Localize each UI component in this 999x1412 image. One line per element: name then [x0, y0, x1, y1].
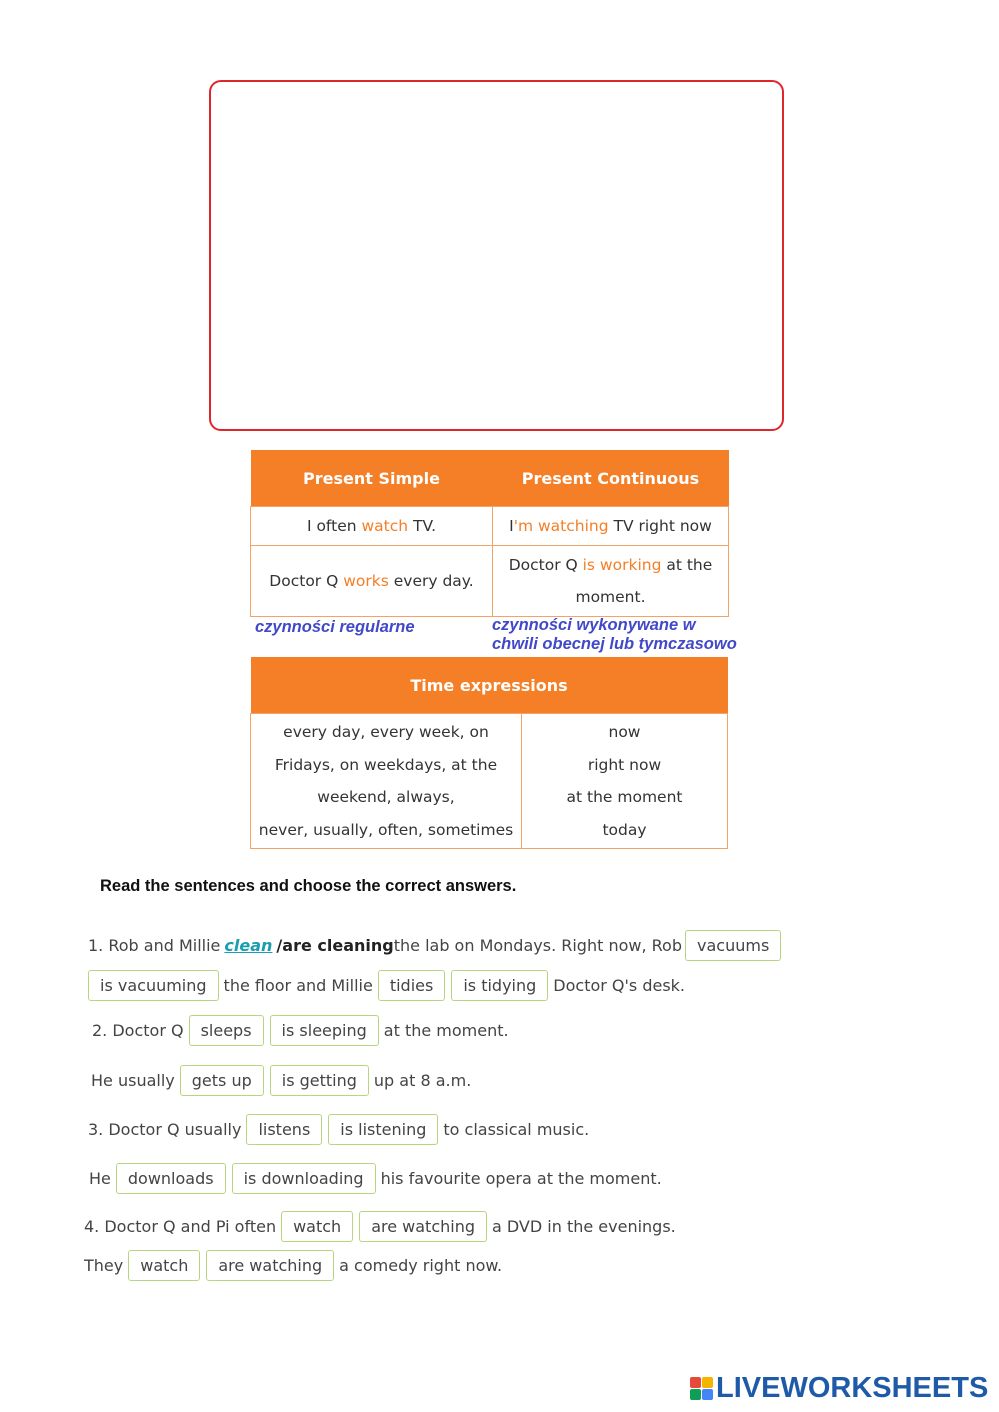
- option-is-vacuuming[interactable]: is vacuuming: [88, 970, 219, 1001]
- option-is-tidying[interactable]: is tidying: [451, 970, 548, 1001]
- logo-squares-icon: [690, 1377, 713, 1400]
- example-continuous-2: Doctor Q is working at the moment.: [493, 546, 729, 617]
- option-vacuums[interactable]: vacuums: [685, 930, 781, 961]
- option-is-getting[interactable]: is getting: [270, 1065, 369, 1096]
- video-frame[interactable]: [209, 80, 784, 431]
- logo-text: LIVEWORKSHEETS: [716, 1372, 989, 1404]
- example-continuous-1: I'm watching TV right now: [493, 507, 729, 546]
- option-downloads[interactable]: downloads: [116, 1163, 226, 1194]
- question-4-line-2: They watch are watching a comedy right now.: [82, 1249, 504, 1281]
- instruction: Read the sentences and choose the correct answers.: [100, 877, 517, 895]
- option-watch-2[interactable]: watch: [128, 1250, 200, 1281]
- note-present-continuous: czynności wykonywane w chwili obecnej lub tymczasowo: [492, 616, 737, 653]
- header-present-simple: Present Simple: [251, 450, 493, 507]
- option-is-sleeping[interactable]: is sleeping: [270, 1015, 379, 1046]
- note-present-simple: czynności regularne: [255, 618, 415, 636]
- option-watch-1[interactable]: watch: [281, 1211, 353, 1242]
- option-are-watching-1[interactable]: are watching: [359, 1211, 487, 1242]
- liveworksheets-logo[interactable]: [690, 1372, 988, 1405]
- option-listens[interactable]: listens: [246, 1114, 322, 1145]
- answer-clean: clean: [224, 935, 273, 955]
- option-sleeps[interactable]: sleeps: [189, 1015, 264, 1046]
- grammar-table: [250, 450, 729, 617]
- question-2-line-2: He usually gets up is getting up at 8 a.m.: [89, 1064, 473, 1096]
- question-3-line-1: 3. Doctor Q usually listens is listening to classical music.: [86, 1113, 591, 1145]
- question-1-line-2: is vacuuming the floor and Millie tidies is tidying Doctor Q's desk.: [85, 969, 687, 1001]
- header-present-continuous: Present Continuous: [493, 450, 729, 507]
- example-simple-1: I often watch TV.: [251, 507, 493, 546]
- time-expressions-simple: every day, every week, on Fridays, on weekdays, at the weekend, always, never, usually, often, sometimes: [251, 714, 522, 849]
- question-4-line-1: 4. Doctor Q and Pi often watch are watching a DVD in the evenings.: [82, 1210, 678, 1242]
- question-1-line-1: 1. Rob and Millie clean / are cleaning the lab on Mondays. Right now, Rob vacuums: [88, 929, 784, 961]
- question-2-line-1: 2. Doctor Q sleeps is sleeping at the moment.: [90, 1014, 511, 1046]
- option-is-listening[interactable]: is listening: [328, 1114, 438, 1145]
- question-3-line-2: He downloads is downloading his favourite opera at the moment.: [87, 1162, 664, 1194]
- option-is-downloading[interactable]: is downloading: [232, 1163, 376, 1194]
- time-expressions-continuous: now right now at the moment today: [522, 714, 728, 849]
- example-simple-2: Doctor Q works every day.: [251, 546, 493, 617]
- option-tidies[interactable]: tidies: [378, 970, 446, 1001]
- time-expressions-header: Time expressions: [251, 657, 728, 714]
- option-are-watching-2[interactable]: are watching: [206, 1250, 334, 1281]
- option-gets-up[interactable]: gets up: [180, 1065, 264, 1096]
- time-expressions-table: [250, 657, 728, 849]
